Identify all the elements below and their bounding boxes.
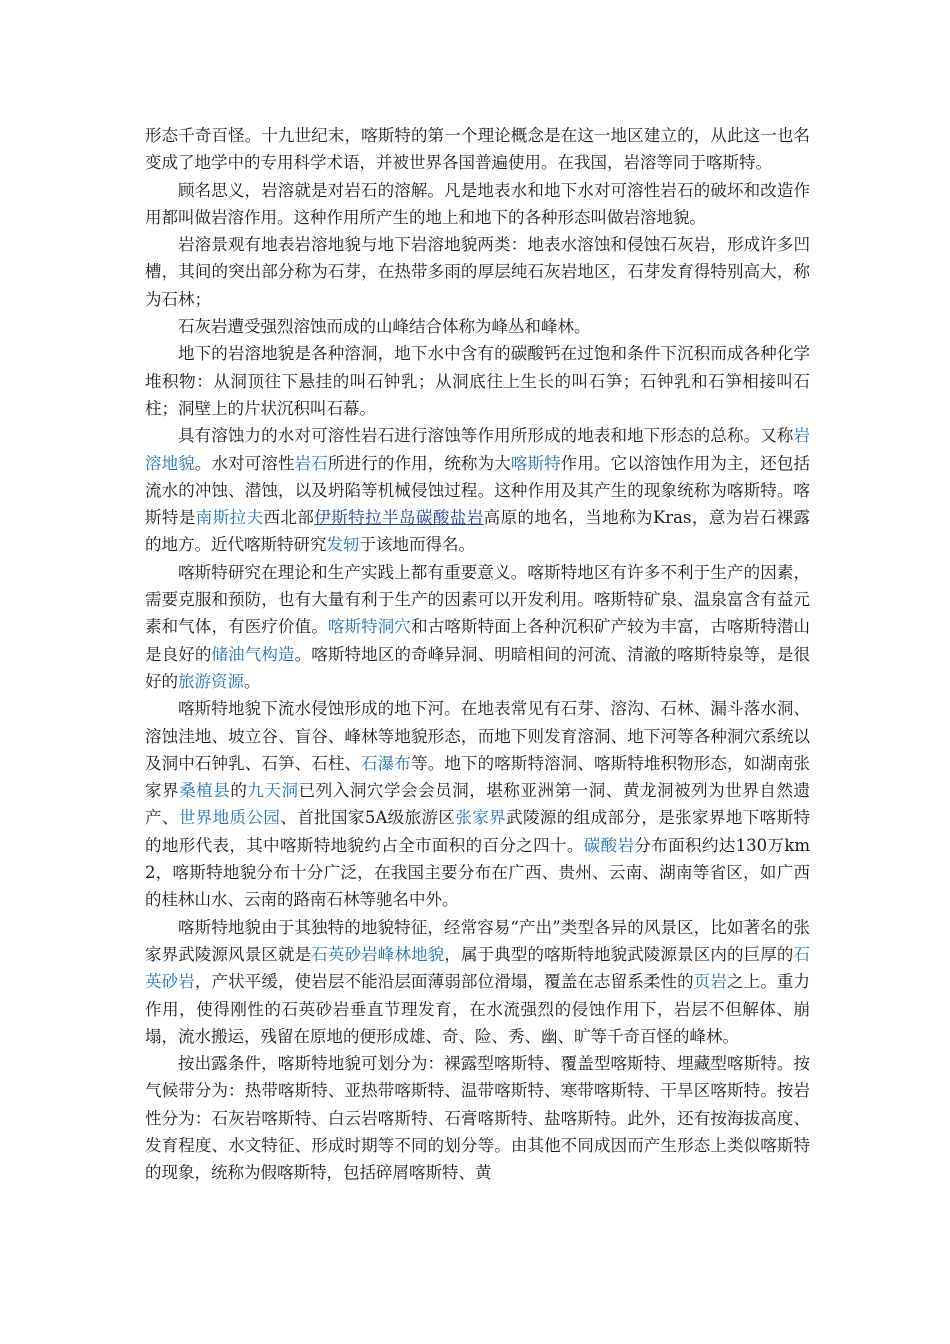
text: 喀斯特地貌下流水侵蚀形成的地下河。在地表常见有石芽、溶沟、石林、漏斗落水洞、溶蚀洼地、坡立谷、盲谷、峰林等地貌形态，而地下则发育溶洞、地下河等各种洞穴系统以及洞中石钟乳、石笋、石柱、: [145, 699, 810, 773]
text: 喀斯特地貌由于其独特的地貌特征，经常容易“产出”类型各异的风景区，比如著名的张家界武陵源风景区就是: [145, 917, 810, 964]
link-carbonatite[interactable]: 碳酸岩: [583, 835, 635, 855]
text: 。喀斯特地区的奇峰异洞、明暗相间的河流、清澈的喀斯特泉等，是很好的: [145, 644, 811, 691]
paragraph-9: [145, 914, 810, 1050]
link-karst-cave[interactable]: 喀斯特洞穴: [327, 617, 412, 637]
paragraph-8: [145, 695, 810, 913]
link-sangzhi-county[interactable]: 桑植县: [179, 781, 231, 801]
paragraph-6: [145, 422, 810, 558]
link-jiutian-cave[interactable]: 九天洞: [247, 781, 299, 801]
text: 和古喀斯特面上各种沉积矿产较为丰富，古喀斯特潜山是良好的: [145, 617, 811, 664]
link-world-geopark[interactable]: 世界地质公园: [178, 808, 281, 828]
document-page: [145, 122, 810, 1187]
paragraph-7: [145, 559, 810, 695]
text: 。: [244, 671, 261, 691]
link-carbonate-rock[interactable]: 碳酸盐岩: [415, 508, 484, 528]
link-oil-gas-structure[interactable]: 储油气构造: [211, 644, 295, 664]
text: ，产状平缓，使岩层不能沿层面薄弱部位滑塌，覆盖在志留系柔性的: [194, 972, 694, 992]
link-tourism-resources[interactable]: 旅游资源: [178, 671, 244, 691]
link-origin[interactable]: 发轫: [326, 535, 360, 555]
paragraph-3: 岩溶景观有地表岩溶地貌与地下岩溶地貌两类：地表水溶蚀和侵蚀石灰岩，形成许多凹槽，其间的突出部分称为石芽，在热带多雨的厚层纯石灰岩地区，石芽发育得特别高大，称为石林；: [145, 235, 810, 309]
text: 、首批国家5A级旅游区: [280, 808, 456, 828]
link-shale[interactable]: 页岩: [693, 972, 728, 992]
link-quartz-sandstone[interactable]: 石英砂岩: [145, 944, 811, 992]
text: 的: [230, 781, 248, 801]
text: ，属于典型的喀斯特地貌武陵源景区内的巨厚的: [444, 944, 794, 964]
text: 西北部: [263, 508, 315, 528]
link-yugoslavia[interactable]: 南斯拉夫: [195, 508, 264, 528]
text: 等。地下的喀斯特溶洞、喀斯特堆积物形态，如湖南张家界: [145, 753, 811, 801]
paragraph-1: 形态千奇百怪。十九世纪末，喀斯特的第一个理论概念是在这一地区建立的，从此这一也名变成了地学中的专用科学术语，并被世界各国普遍使用。在我国，岩溶等同于喀斯特。: [145, 126, 810, 173]
link-karst[interactable]: 喀斯特: [510, 453, 561, 473]
text: 。水对可溶性: [194, 453, 295, 473]
link-karst-landform[interactable]: 岩溶地貌: [145, 426, 810, 473]
text: 已列入洞穴学会会员洞，堪称亚洲第一洞、黄龙洞被列为世界自然遗产、: [145, 781, 811, 828]
text: 之上。重力作用，使得刚性的石英砂岩垂直节理发育，在水流强烈的侵蚀作用下，岩层不但解体、崩塌，流水搬运，残留在原地的便形成雄、奇、险、秀、幽、旷等千奇百怪的峰林。: [145, 972, 811, 1046]
text: 高原的地名，当地称为Kras，意为岩石裸露的地方。近代喀斯特研究: [145, 508, 811, 555]
text: 喀斯特研究在理论和生产实践上都有重要意义。喀斯特地区有许多不利于生产的因素，需要克服和预防，也有大量有利于生产的因素可以开发利用。喀斯特矿泉、温泉富含有益元素和气体，有医疗价值。: [145, 562, 810, 637]
text: 作用。它以溶蚀作用为主，还包括流水的冲蚀、潜蚀，以及坍陷等机械侵蚀过程。这种作用及其产生的现象统称为喀斯特。喀斯特是: [145, 453, 811, 528]
text: 所进行的作用，统称为大: [327, 453, 511, 473]
text: 武陵源的组成部分，是张家界地下喀斯特的地形代表，其中喀斯特地貌约占全市面积的百分之四十。: [145, 808, 811, 855]
link-rock[interactable]: 岩石: [294, 453, 328, 473]
link-istria-peninsula[interactable]: 伊斯特拉半岛: [314, 508, 416, 528]
text: 分布面积约达130万km2，喀斯特地貌分布十分广泛，在我国主要分布在广西、贵州、云南、湖南等省区，如广西的桂林山水、云南的路南石林等驰名中外。: [145, 835, 811, 910]
link-stone-waterfall[interactable]: 石瀑布: [361, 753, 412, 773]
link-quartz-sandstone-peak-forest[interactable]: 石英砂岩峰林地貌: [311, 944, 445, 964]
text: 具有溶蚀力的水对可溶性岩石进行溶蚀等作用所形成的地表和地下形态的总称。又称: [178, 426, 794, 446]
paragraph-5: 地下的岩溶地貌是各种溶洞，地下水中含有的碳酸钙在过饱和条件下沉积而成各种化学堆积物：从洞顶往下悬挂的叫石钟乳；从洞底往上生长的叫石笋；石钟乳和石笋相接叫石柱；洞壁上的片状沉积叫石幕。: [145, 344, 810, 418]
link-zhangjiajie[interactable]: 张家界: [455, 808, 507, 828]
paragraph-10: 按出露条件，喀斯特地貌可划分为：裸露型喀斯特、覆盖型喀斯特、埋藏型喀斯特。按气候带分为：热带喀斯特、亚热带喀斯特、温带喀斯特、寒带喀斯特、干旱区喀斯特。按岩性分为：石灰岩喀斯特、白云岩喀斯特、石膏喀斯特、盐喀斯特。此外，还有按海拔高度、发育程度、水文特征、形成时期等不同的划分等。由其他不同成因而产生形态上类似喀斯特的现象，统称为假喀斯特，包括碎屑喀斯特、黄: [145, 1054, 810, 1183]
paragraph-4: 石灰岩遭受强烈溶蚀而成的山峰结合体称为峰丛和峰林。: [178, 317, 591, 337]
paragraph-2: 顾名思义，岩溶就是对岩石的溶解。凡是地表水和地下水对可溶性岩石的破坏和改造作用都叫做岩溶作用。这种作用所产生的地上和地下的各种形态叫做岩溶地貌。: [145, 180, 810, 227]
text: 于该地而得名。: [359, 535, 475, 555]
